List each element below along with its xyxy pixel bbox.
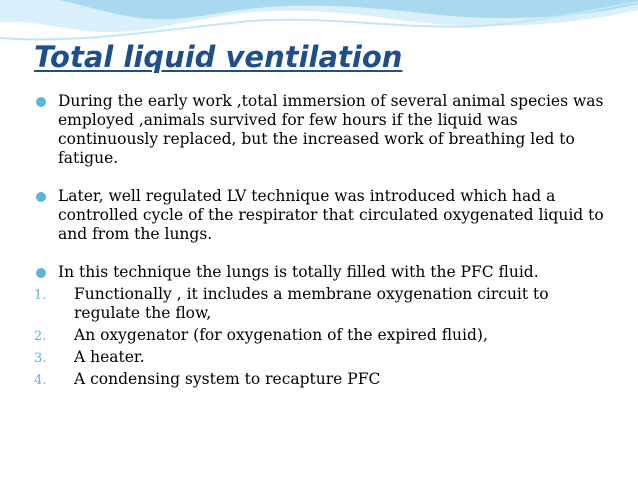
numbered-item [34,326,604,345]
item-text: A condensing system to recapture PFC [74,370,381,388]
item-number: 4. [34,373,47,388]
slide-body [34,92,604,389]
bullet-icon [36,192,46,202]
bullet-text: Later, well regulated LV technique was introduced which had a controlled cycle of the respirator that circulated oxygenated liquid to and from the lungs. [58,187,604,243]
item-number: 3. [34,351,47,366]
bullet-item [34,92,604,168]
item-text: A heater. [74,348,145,366]
item-text: Functionally , it includes a membrane oxygenation circuit to regulate the flow, [74,285,549,322]
bullet-text: In this technique the lungs is totally filled with the PFC fluid. [58,263,539,281]
bullet-item [34,187,604,244]
numbered-item [34,348,604,367]
numbered-item [34,370,604,389]
item-number: 1. [34,288,47,303]
bullet-icon [36,97,46,107]
item-number: 2. [34,329,47,344]
bullet-item [34,263,604,282]
numbered-item [34,285,604,323]
slide-title: Total liquid ventilation [34,40,403,74]
bullet-text: During the early work ,total immersion of several animal species was employed ,animals survived for few hours if the liquid was continuously replaced, but the increased work of breathing led to fatigue. [58,92,604,167]
item-text: An oxygenator (for oxygenation of the expired fluid), [74,326,488,344]
bullet-icon [36,268,46,278]
